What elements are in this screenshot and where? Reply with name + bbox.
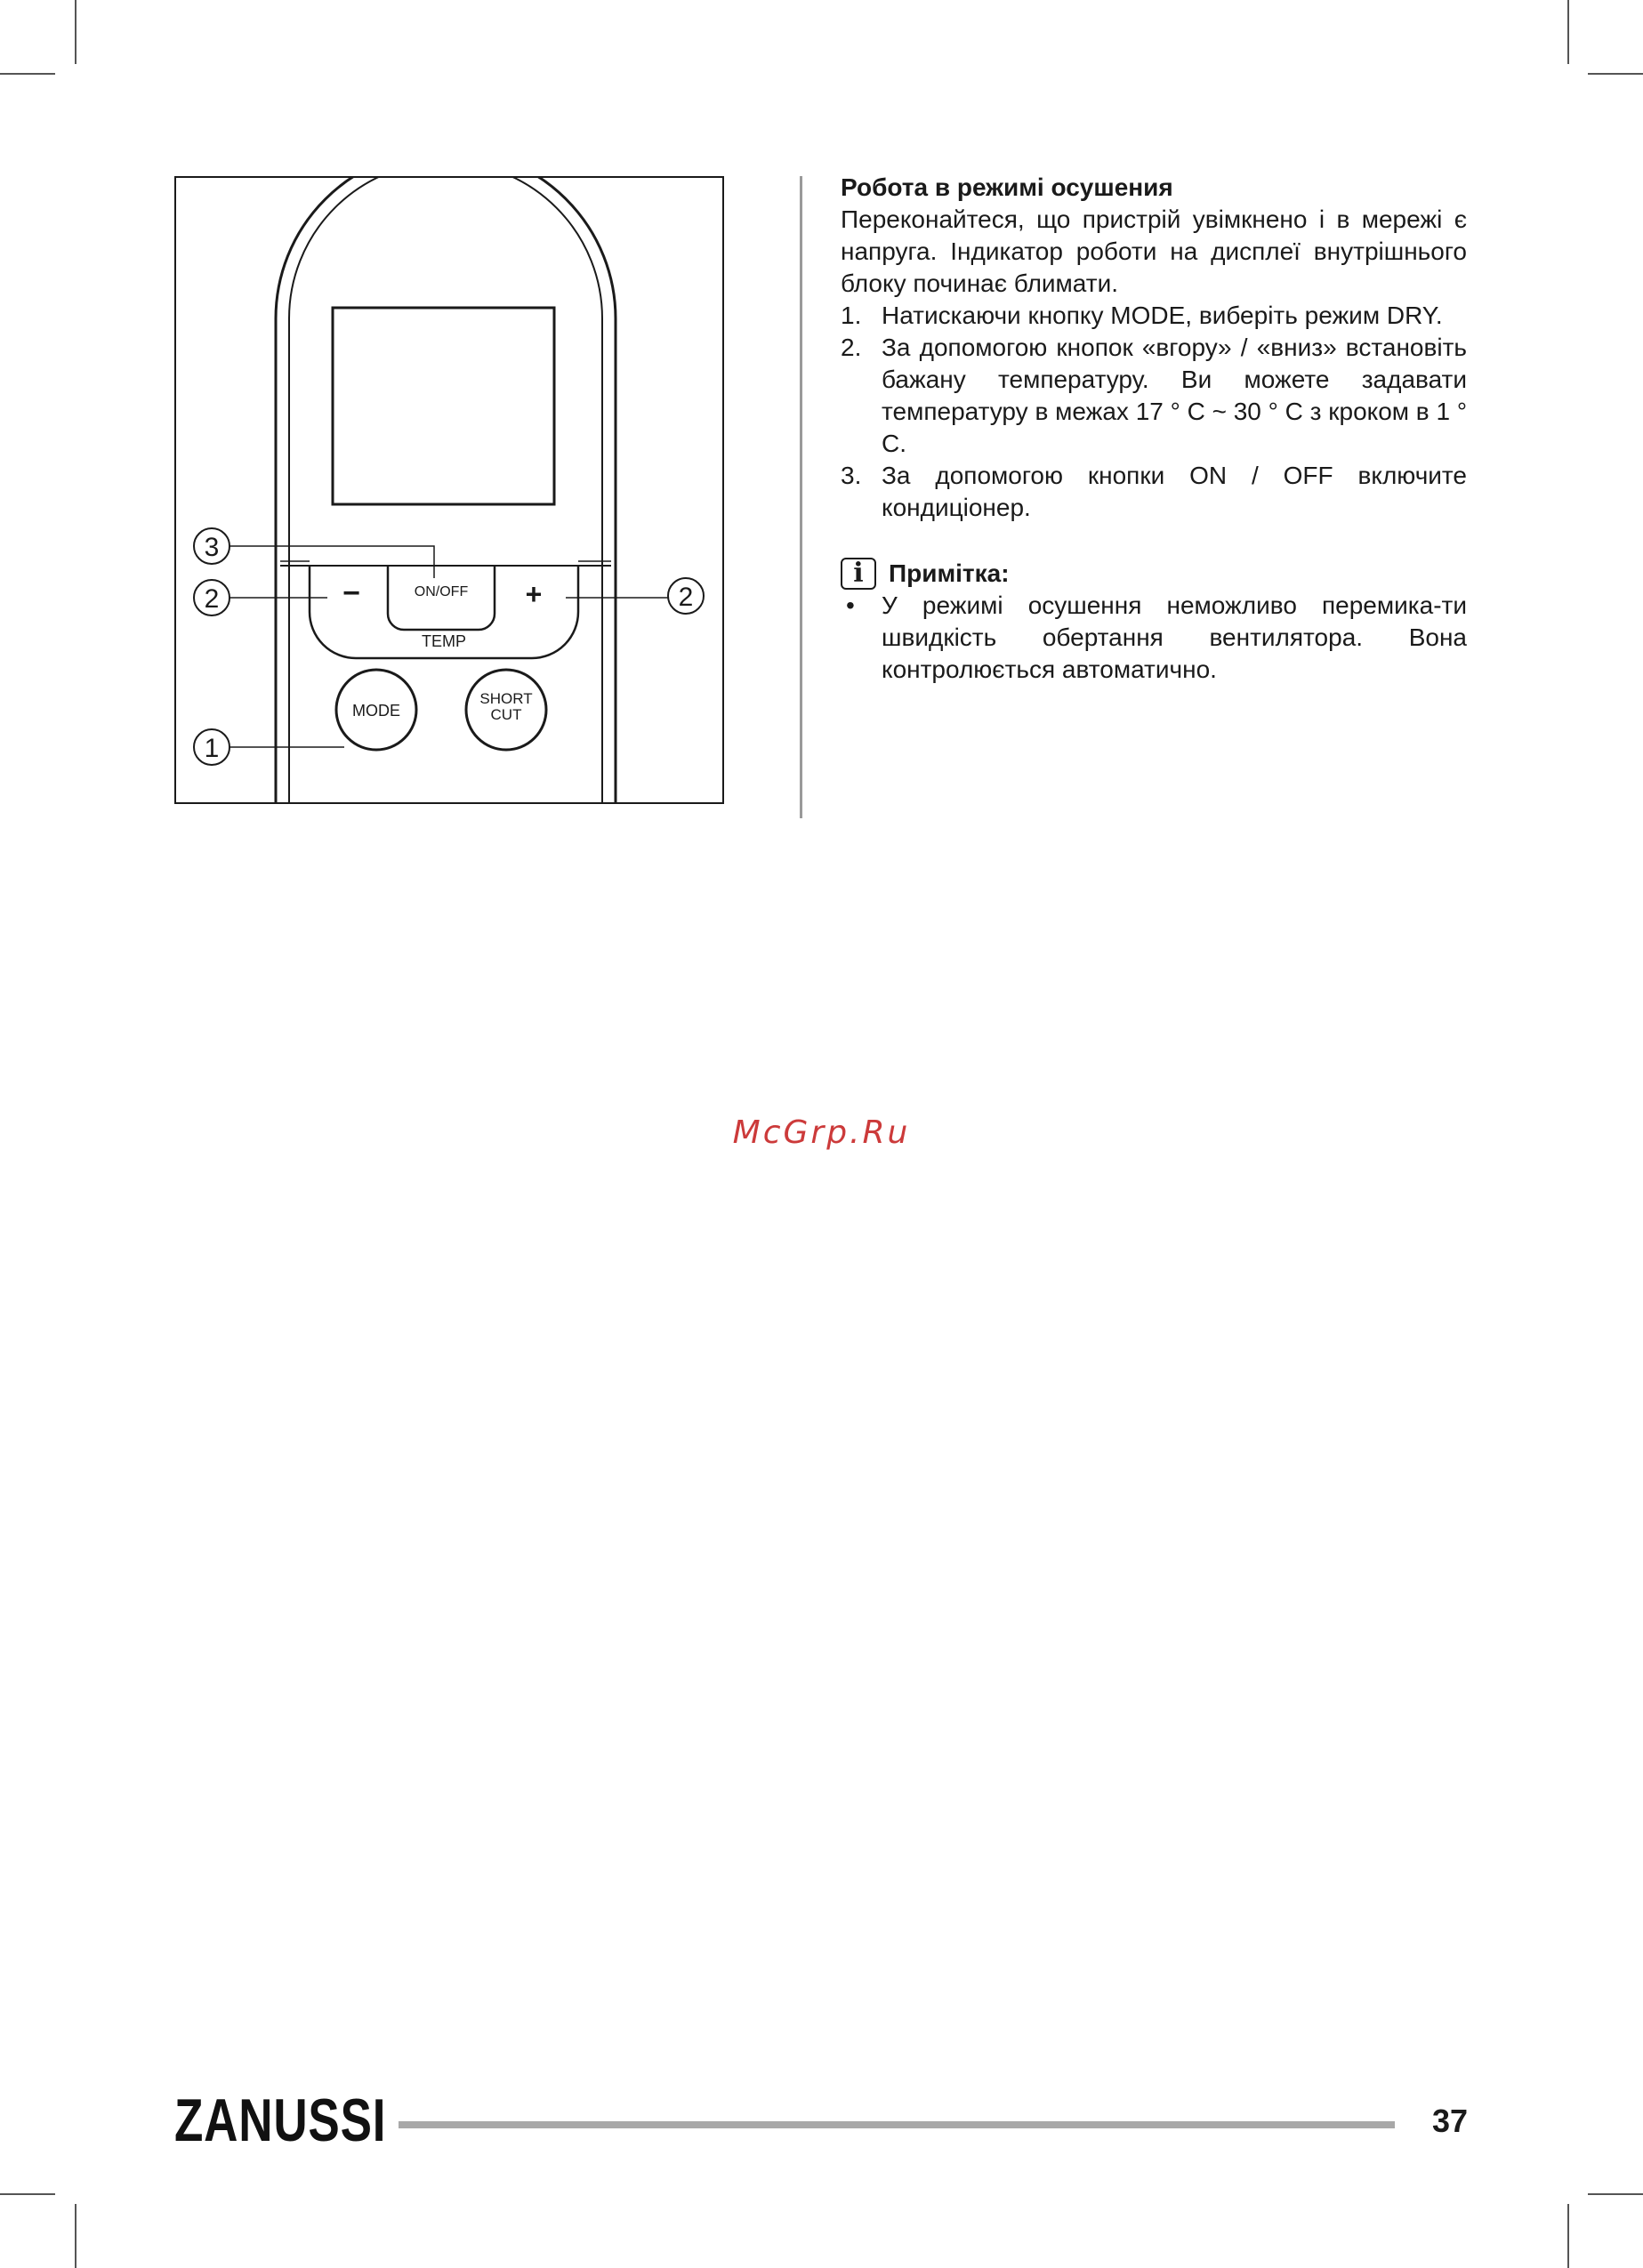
crop-mark	[1567, 0, 1569, 64]
brand-logo: ZANUSSI	[174, 2087, 387, 2154]
crop-mark	[75, 2204, 77, 2268]
section-intro: Переконайтеся, що пристрій увімкнено і в мережі є напруга. Індикатор роботи на дисплеї внутрішнього блоку починає блимати.	[841, 205, 1467, 297]
shortcut-label-line2: CUT	[490, 706, 522, 723]
crop-mark	[0, 2193, 55, 2195]
display-screen	[333, 308, 554, 504]
step-number: 3.	[841, 462, 862, 489]
step-item	[841, 460, 1467, 524]
column-divider	[800, 176, 802, 818]
step-number: 2.	[841, 334, 862, 361]
minus-button[interactable]: −	[342, 576, 360, 610]
on-off-label: ON/OFF	[414, 584, 469, 599]
watermark: McGrp.Ru	[732, 1114, 911, 1151]
step-item	[841, 332, 1467, 460]
crop-mark	[0, 73, 55, 75]
info-icon: i	[841, 558, 876, 590]
bullet-dot: •	[846, 591, 855, 619]
figure-frame	[175, 177, 723, 803]
steps-list	[841, 300, 1467, 524]
step-number: 1.	[841, 302, 862, 329]
step-text: За допомогою кнопок «вгору» / «вниз» встановіть бажану температуру. Ви можете задавати температуру в межах 17 ° C ~ 30 ° C з кроком в 1 ° C.	[882, 334, 1468, 457]
page-number: 37	[1431, 2103, 1468, 2139]
crop-mark	[1588, 2193, 1643, 2195]
callout-2-left-number: 2	[204, 584, 220, 614]
crop-mark	[75, 0, 77, 64]
instructions-column	[841, 172, 1467, 686]
step-item	[841, 300, 1467, 332]
callout-3-leader	[230, 546, 434, 578]
note-bullet-item	[841, 590, 1467, 686]
crop-mark	[1567, 2204, 1569, 2268]
note-text: У режимі осушення неможливо перемика-ти швидкість обертання вентилятора. Вона контролюється автоматично.	[882, 591, 1467, 683]
note-header	[841, 558, 1467, 590]
remote-control-figure	[174, 176, 724, 804]
step-text: Натискаючи кнопку MODE, виберіть режим DRY.	[882, 302, 1443, 329]
section-title: Робота в режимі осушения	[841, 173, 1173, 201]
step-text: За допомогою кнопки ON / OFF включите кондиціонер.	[882, 462, 1467, 521]
temp-label: TEMP	[421, 632, 467, 650]
shortcut-label-line1: SHORT	[479, 690, 533, 707]
footer-rule	[399, 2121, 1395, 2128]
remote-outer-outline	[276, 176, 616, 803]
mode-label: MODE	[352, 702, 400, 720]
callout-3-number: 3	[204, 533, 220, 562]
plus-button[interactable]: +	[525, 578, 543, 610]
callout-2-right-number: 2	[678, 583, 694, 612]
crop-mark	[1588, 73, 1643, 75]
note-title: Примітка:	[889, 559, 1010, 587]
callout-1-number: 1	[204, 734, 220, 763]
